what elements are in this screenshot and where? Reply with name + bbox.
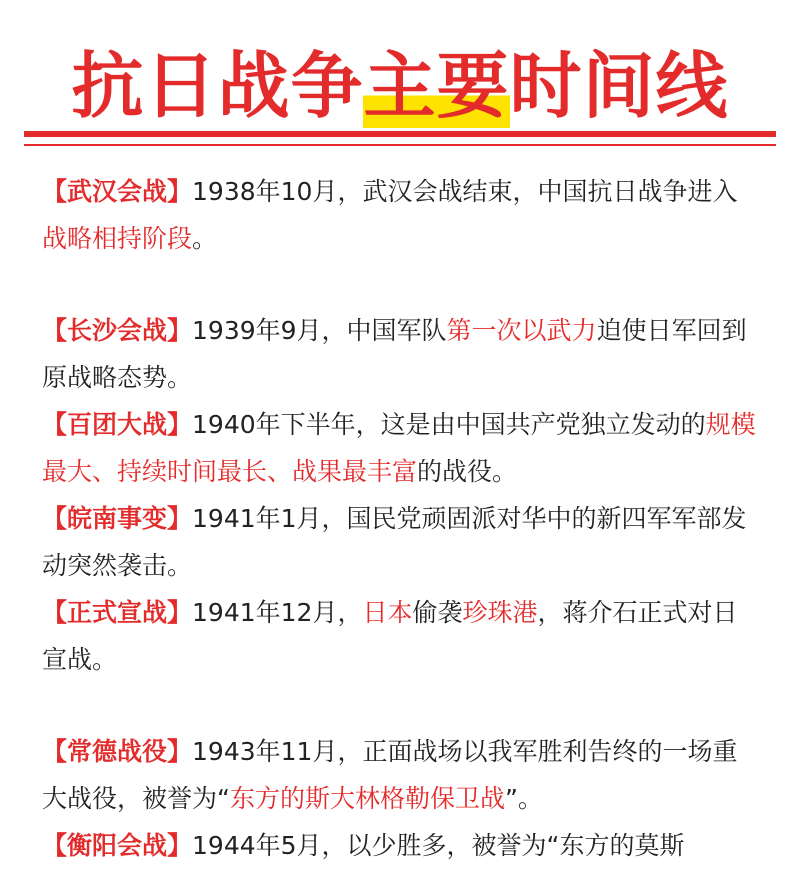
entry-highlight: 日本: [362, 598, 413, 627]
timeline-entry-wannan: [42, 495, 758, 589]
entry-highlight: 珍珠港: [462, 598, 538, 627]
entry-tag: 【常德战役】: [42, 737, 193, 766]
entry-tag: 【武汉会战】: [42, 177, 193, 206]
title-wrap: [0, 28, 800, 132]
entry-text: ”。: [504, 784, 543, 813]
entry-text: ，蒋介石正式对日宣战。: [42, 598, 738, 674]
entry-tag: 【长沙会战】: [42, 316, 193, 345]
entry-highlight: 战略相持阶段: [42, 224, 193, 253]
entry-tag: 【百团大战】: [42, 410, 193, 439]
divider-thin: [24, 144, 776, 146]
entry-text: 1939年9月，中国军队: [192, 316, 447, 345]
entry-text: 1940年下半年，这是由中国共产党独立发动的: [192, 410, 706, 439]
entry-text: 1944年5月，以少胜多，被誉为“东方的莫斯: [192, 831, 685, 860]
timeline: [42, 168, 758, 869]
title-highlight: 主要: [363, 43, 510, 128]
title-part-1: 抗日战争: [71, 43, 364, 128]
entry-text: 1941年12月，: [192, 598, 363, 627]
timeline-entry-wuhan: [42, 168, 758, 262]
timeline-entry-hengyang: [42, 822, 758, 869]
entry-tag: 【衡阳会战】: [42, 831, 193, 860]
title-part-3: 时间线: [509, 43, 729, 128]
entry-text: 1941年1月，国民党顽固派对华中的新四军军部发动突然袭击。: [42, 504, 747, 580]
entry-text: 的战役。: [417, 457, 518, 486]
entry-text: 。: [192, 224, 218, 253]
entry-text: 偷袭: [412, 598, 463, 627]
entry-text: 1938年10月，武汉会战结束，中国抗日战争进入: [192, 177, 738, 206]
timeline-entry-baituan: [42, 401, 758, 495]
page-title: [71, 43, 728, 128]
timeline-entry-changde: [42, 728, 758, 822]
entry-highlight: 东方的斯大林格勒保卫战: [229, 784, 505, 813]
entry-text: 迫使日军回到原战略态势。: [42, 316, 747, 392]
timeline-entry-declaration: [42, 589, 758, 683]
timeline-entry-changsha: [42, 307, 758, 401]
entry-highlight: 第一次以武力: [446, 316, 597, 345]
entry-tag: 【皖南事变】: [42, 504, 193, 533]
entry-highlight: 规模最大、持续时间最长、战果最丰富: [42, 410, 756, 486]
divider-thick: [24, 131, 776, 137]
entry-text: 1943年11月，正面战场以我军胜利告终的一场重大战役，被誉为“: [42, 737, 738, 813]
entry-tag: 【正式宣战】: [42, 598, 193, 627]
